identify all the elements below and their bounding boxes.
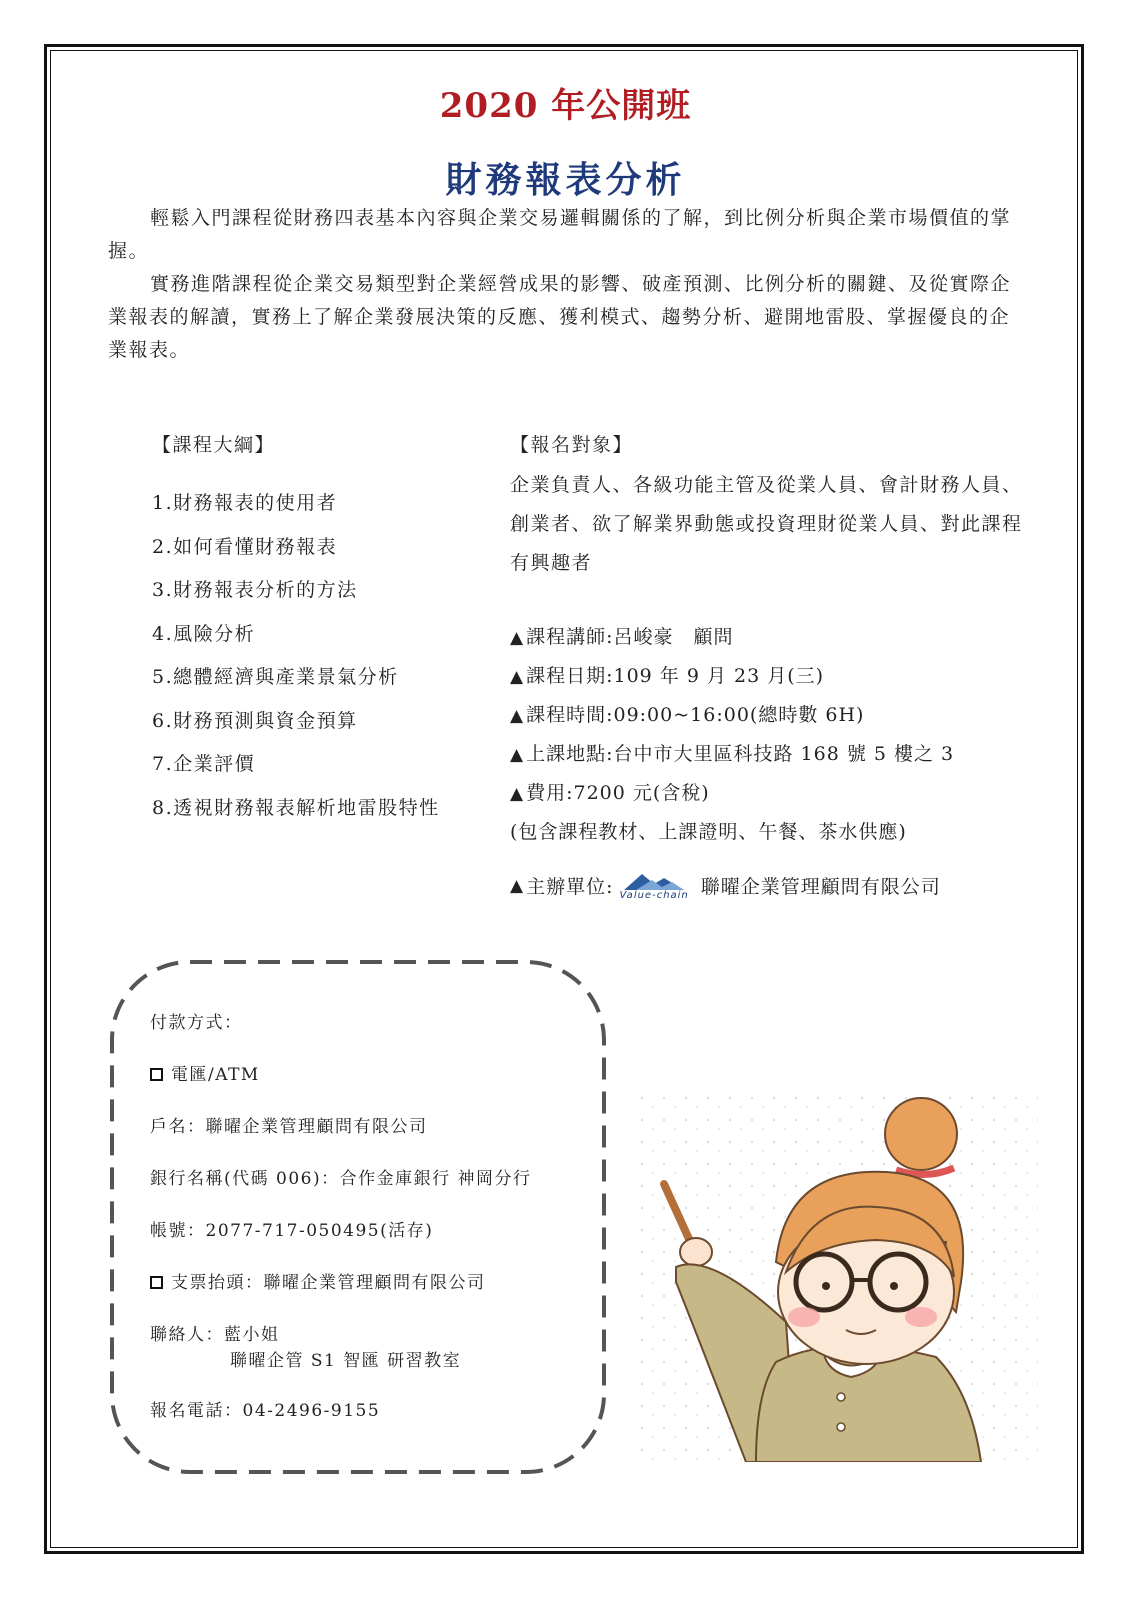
course-info	[510, 618, 1030, 852]
date-text: 課程日期:109 年 9 月 23 月(三)	[526, 665, 825, 687]
triangle-bullet-icon: ▲	[510, 745, 525, 765]
fee-text: 費用:7200 元(含稅)	[526, 782, 710, 804]
check-payee: 支票抬頭：聯曜企業管理顧問有限公司	[171, 1273, 486, 1293]
location-row	[510, 735, 1030, 774]
outline-item: 5.總體經濟與產業景氣分析	[152, 666, 399, 688]
date-row	[510, 657, 1030, 696]
intro-section	[108, 202, 1028, 367]
contact-person: 聯絡人：藍小姐	[150, 1325, 280, 1345]
payment-heading: 付款方式：	[150, 1013, 243, 1033]
fee-row	[510, 774, 1030, 813]
target-heading: 【報名對象】	[510, 434, 634, 456]
course-outline	[152, 430, 512, 830]
time-row	[510, 696, 1030, 735]
triangle-bullet-icon: ▲	[510, 628, 525, 648]
organizer-label: 主辦單位:	[526, 876, 614, 898]
phone: 報名電話：04-2496-9155	[150, 1401, 381, 1421]
payment-option-check	[150, 1268, 610, 1320]
fee-note: (包含課程教材、上課證明、午餐、茶水供應)	[510, 821, 907, 843]
outline-item: 3.財務報表分析的方法	[152, 579, 358, 601]
location-text: 上課地點:台中市大里區科技路 168 號 5 樓之 3	[526, 743, 955, 765]
checkbox-icon	[150, 1068, 163, 1081]
account-name: 戶名：聯曜企業管理顧問有限公司	[150, 1117, 428, 1137]
triangle-bullet-icon: ▲	[510, 706, 525, 726]
payment-option-transfer	[150, 1060, 610, 1112]
checkbox-icon	[150, 1276, 163, 1289]
triangle-bullet-icon: ▲	[510, 875, 525, 896]
outline-item: 1.財務報表的使用者	[152, 492, 338, 514]
course-title: 財務報表分析	[445, 159, 686, 201]
account-number: 帳號：2077-717-050495(活存)	[150, 1221, 434, 1241]
payment-section	[150, 1008, 610, 1448]
organizer-row	[510, 870, 941, 901]
triangle-bullet-icon: ▲	[510, 784, 525, 804]
instructor-row	[510, 618, 1030, 657]
bank-name: 銀行名稱(代碼 006)：合作金庫銀行 神岡分行	[150, 1169, 532, 1189]
outline-item: 6.財務預測與資金預算	[152, 709, 358, 732]
outline-heading: 【課程大綱】	[152, 434, 276, 456]
intro-paragraph-1: 輕鬆入門課程從財務四表基本內容與企業交易邏輯關係的了解，到比例分析與企業市場價值的掌握。	[108, 207, 1012, 262]
triangle-bullet-icon: ▲	[510, 667, 525, 687]
outline-item: 2.如何看懂財務報表	[152, 535, 338, 558]
instructor-text: 課程講師:呂峻豪 顧問	[526, 626, 734, 648]
teacher-illustration	[636, 1092, 1038, 1462]
value-chain-logo	[619, 870, 688, 901]
mountain-logo-icon	[622, 870, 686, 892]
outline-item: 4.風險分析	[152, 622, 256, 645]
intro-paragraph-2: 實務進階課程從企業交易類型對企業經營成果的影響、破產預測、比例分析的關鍵、及從實際企業報表的解讀，實務上了解企業發展決策的反應、獲利模式、趨勢分析、避開地雷股、掌握優良的企業報表。	[108, 273, 1012, 361]
contact-org: 聯曜企管 S1 智匯 研習教室	[230, 1351, 462, 1371]
outline-item: 7.企業評價	[152, 753, 256, 775]
logo-text: Value-chain	[619, 890, 689, 901]
year-title: 2020 年公開班	[439, 86, 692, 126]
target-description: 企業負責人、各級功能主管及從業人員、會計財務人員、創業者、欲了解業界動態或投資理財從業人員、對此課程有興趣者	[510, 474, 1023, 574]
time-text: 課程時間:09:00~16:00(總時數 6H)	[526, 704, 865, 726]
transfer-label: 電匯/ATM	[171, 1065, 260, 1085]
organizer-name: 聯曜企業管理顧問有限公司	[700, 876, 941, 898]
outline-item: 8.透視財務報表解析地雷股特性	[152, 796, 440, 819]
target-audience	[510, 430, 1030, 583]
